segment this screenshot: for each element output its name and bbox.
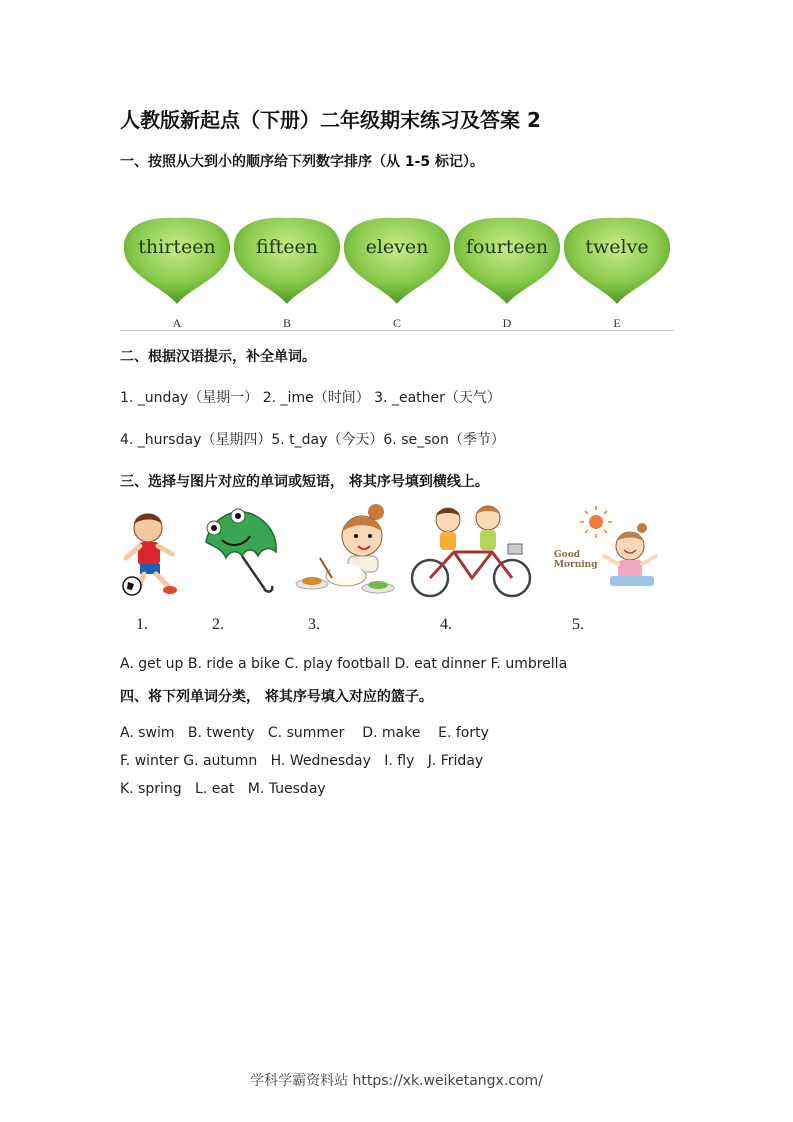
good-morning-icon [552, 502, 672, 633]
section1-heading: 一、按照从大到小的顺序给下列数字排序（从 1-5 标记）。 [120, 154, 485, 170]
pictures-image [120, 502, 674, 642]
good-morning-text: Good Morning [554, 550, 598, 570]
umbrella-icon [200, 502, 282, 633]
leaf-word: eleven [365, 236, 429, 258]
picture-number: 2. [212, 616, 224, 633]
section4-line3: K. spring L. eat M. Tuesday [120, 781, 326, 797]
section3-heading: 三、选择与图片对应的单词或短语， 将其序号填到横线上。 [120, 474, 489, 490]
page-title: 人教版新起点（下册）二年级期末练习及答案 2 [120, 108, 541, 132]
leaf-word: twelve [585, 236, 649, 258]
girl-eating-icon [292, 502, 396, 633]
leaf-word: fourteen [465, 236, 549, 258]
tandem-bike-icon [408, 502, 536, 633]
picture-number: 1. [136, 616, 148, 633]
number-leaves-image [120, 206, 674, 331]
picture-number: 3. [308, 616, 320, 633]
section4-heading: 四、将下列单词分类， 将其序号填入对应的篮子。 [120, 689, 433, 705]
leaf-b [232, 214, 342, 330]
leaf-d [452, 214, 562, 330]
section2-line2: 4. _hursday（星期四）5. t_day（今天）6. se_son（季节） [120, 432, 505, 448]
section3-options: A. get up B. ride a bike C. play football D. eat dinner F. umbrella [120, 656, 568, 672]
leaf-letter: C [392, 316, 401, 330]
leaf-e [562, 214, 672, 330]
picture-number: 4. [440, 616, 452, 633]
boy-football-icon [120, 502, 190, 633]
leaf-letter: B [282, 316, 291, 330]
leaf-c [342, 214, 452, 330]
section2-heading: 二、根据汉语提示，补全单词。 [120, 349, 316, 365]
leaf-a [122, 214, 232, 330]
leaf-letter: A [172, 316, 182, 330]
leaf-word: thirteen [138, 236, 216, 258]
leaf-letter: D [502, 316, 512, 330]
leaf-letter: E [613, 316, 621, 330]
leaf-word: fifteen [255, 236, 319, 258]
section2-line1: 1. _unday（星期一） 2. _ime（时间） 3. _eather（天气） [120, 390, 501, 406]
section4-line1: A. swim B. twenty C. summer D. make E. forty [120, 725, 489, 741]
picture-number: 5. [572, 616, 584, 633]
footer-watermark: 学科学霸资料站 https://xk.weiketangx.com/ [250, 1073, 543, 1089]
section4-line2: F. winter G. autumn H. Wednesday I. fly J. Friday [120, 753, 484, 769]
